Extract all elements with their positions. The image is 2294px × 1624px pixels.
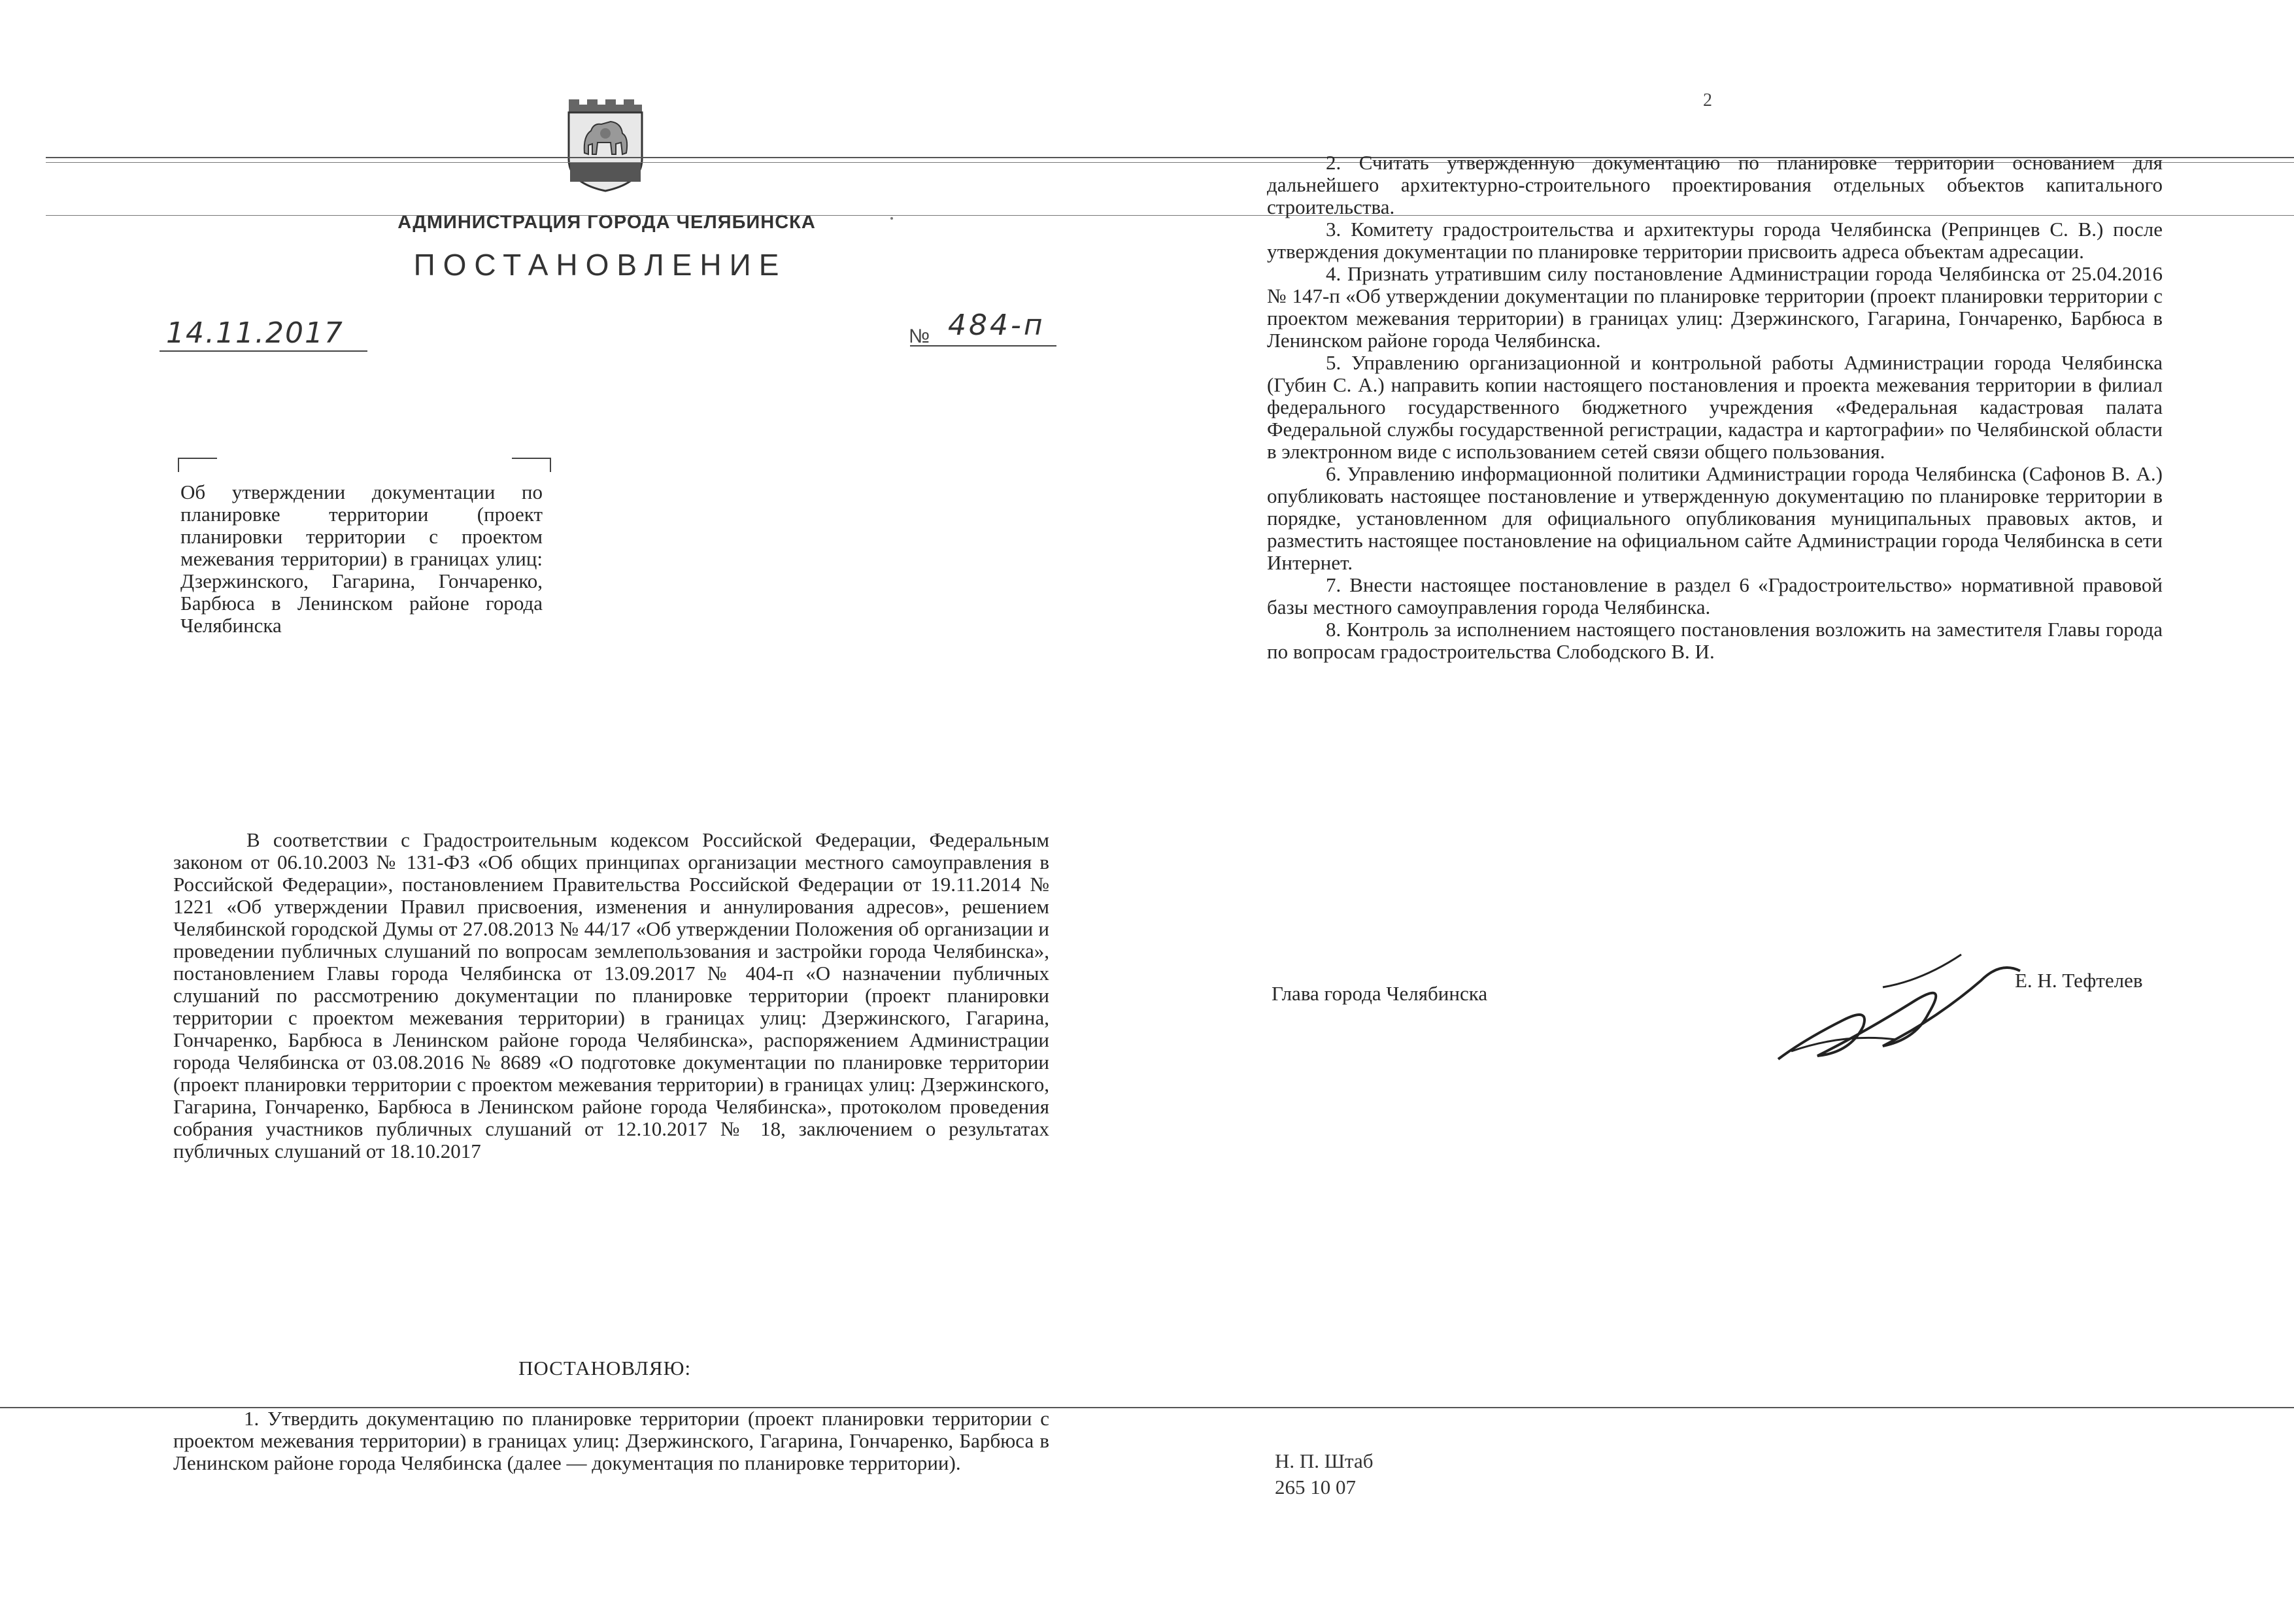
decree-items-list	[1267, 152, 2163, 663]
number-underline	[910, 345, 1056, 347]
preamble-paragraph: В соответствии с Градостроительным кодексом Российской Федерации, Федеральным законом от 06.10.2003 № 131-ФЗ «Об общих принципах организации местного самоуправления в Российской Федерации», постановлением Правительства Российской Федерации от 19.11.2014 № 1221 «Об утверждении Правил присвоения, изменения и аннулирования адресов», решением Челябинской городской Думы от 27.08.2013 № 44/17 «Об утверждении Положения об организации и проведении публичных слушаний по вопросам землепользования и застройки города Челябинска», постановлением Главы города Челябинска от 13.09.2017 № 404-п «О назначении публичных слушаний по рассмотрению документации по планировке территории (проект планировки территории с проектом межевания территории) в границах улиц: Дзержинского, Гагарина, Гончаренко, Барбюса в Ленинском районе города Челябинска», распоряжением Администрации города Челябинска от 03.08.2016 № 8689 «О подготовке документации по планировке территории (проект планировки территории с проектом межевания территории) в границах улиц: Дзержинского, Гагарина, Гончаренко, Барбюса в Ленинском районе города Челябинска», протоколом проведения собрания участников публичных слушаний от 12.10.2017 № 18, заключением о результатах публичных слушаний от 18.10.2017	[173, 828, 1049, 1162]
scan-line-bottom	[0, 1407, 2294, 1408]
decree-item-5: 5. Управлению организационной и контрольной работы Администрации города Челябинска (Губин С. А.) направить копии настоящего постановления и проекта межевания территории в филиал федерального государственного бюджетного учреждения «Федеральная кадастровая палата Федеральной службы государственной регистрации, кадастра и картографии» по Челябинской области в электронном виде с использованием сетей связи общего пользования.	[1267, 351, 2163, 463]
signatory-name: Е. Н. Тефтелев	[2015, 969, 2143, 992]
scan-speck	[890, 217, 893, 220]
executor-name: Н. П. Штаб	[1275, 1449, 1374, 1472]
page-number: 2	[1703, 90, 1712, 110]
document-date: 14.11.2017	[166, 316, 344, 350]
city-coat-of-arms-emblem	[565, 97, 646, 192]
handwritten-signature	[1765, 941, 2040, 1079]
executor-phone: 265 10 07	[1275, 1476, 1356, 1498]
date-underline	[160, 350, 367, 352]
number-label: №	[909, 326, 930, 347]
subject-bracket-right	[512, 458, 551, 472]
decree-item-4: 4. Признать утратившим силу постановление Администрации города Челябинска от 25.04.2016 № 147-п «Об утверждении документации по планировке территории (проект планировки территории с проектом межевания территории) в границах улиц: Дзержинского, Гагарина, Гончаренко, Барбюса в Ленинском районе города Челябинска.	[1267, 262, 2163, 352]
signatory-title: Глава города Челябинска	[1272, 982, 1488, 1005]
document-subject: Об утверждении документации по планировке территории (проект планировки территории с проектом межевания территории) в границах улиц: Дзержинского, Гагарина, Гончаренко, Барбюса в Ленинском районе города Челябинска	[180, 481, 543, 637]
organization-name: АДМИНИСТРАЦИЯ ГОРОДА ЧЕЛЯБИНСКА	[397, 212, 816, 233]
decree-item-8: 8. Контроль за исполнением настоящего постановления возложить на заместителя Главы города по вопросам градостроительства Слободского В. И.	[1267, 618, 2163, 663]
executor-contact	[1275, 1448, 1374, 1500]
decree-item-1: 1. Утвердить документацию по планировке территории (проект планировки территории с проектом межевания территории) в границах улиц: Дзержинского, Гагарина, Гончаренко, Барбюса в Ленинском районе города Челябинска (далее — документация по планировке территории).	[173, 1407, 1049, 1474]
document-type-title: ПОСТАНОВЛЕНИЕ	[413, 248, 787, 282]
subject-bracket-left	[178, 458, 217, 472]
document-number: 484-п	[948, 309, 1045, 342]
decree-item-6: 6. Управлению информационной политики Администрации города Челябинска (Сафонов В. А.) опубликовать настоящее постановление и утвержденную документацию по планировке территории в порядке, установленном для официального опубликования муниципальных правовых актов, и разместить настоящее постановление на официальном сайте Администрации города Челябинска в сети Интернет.	[1267, 462, 2163, 574]
decree-item-3: 3. Комитету градостроительства и архитектуры города Челябинска (Репринцев С. В.) после утверждения документации по планировке территории присвоить адреса объектам адресации.	[1267, 218, 2163, 263]
decree-item-2: 2. Считать утвержденную документацию по планировке территории основанием для дальнейшего архитектурно-строительного проектирования отдельных объектов капитального строительства.	[1267, 151, 2163, 218]
decree-heading: ПОСТАНОВЛЯЮ:	[518, 1357, 692, 1379]
decree-item-7: 7. Внести настоящее постановление в раздел 6 «Градостроительство» нормативной правовой базы местного самоуправления города Челябинска.	[1267, 573, 2163, 618]
